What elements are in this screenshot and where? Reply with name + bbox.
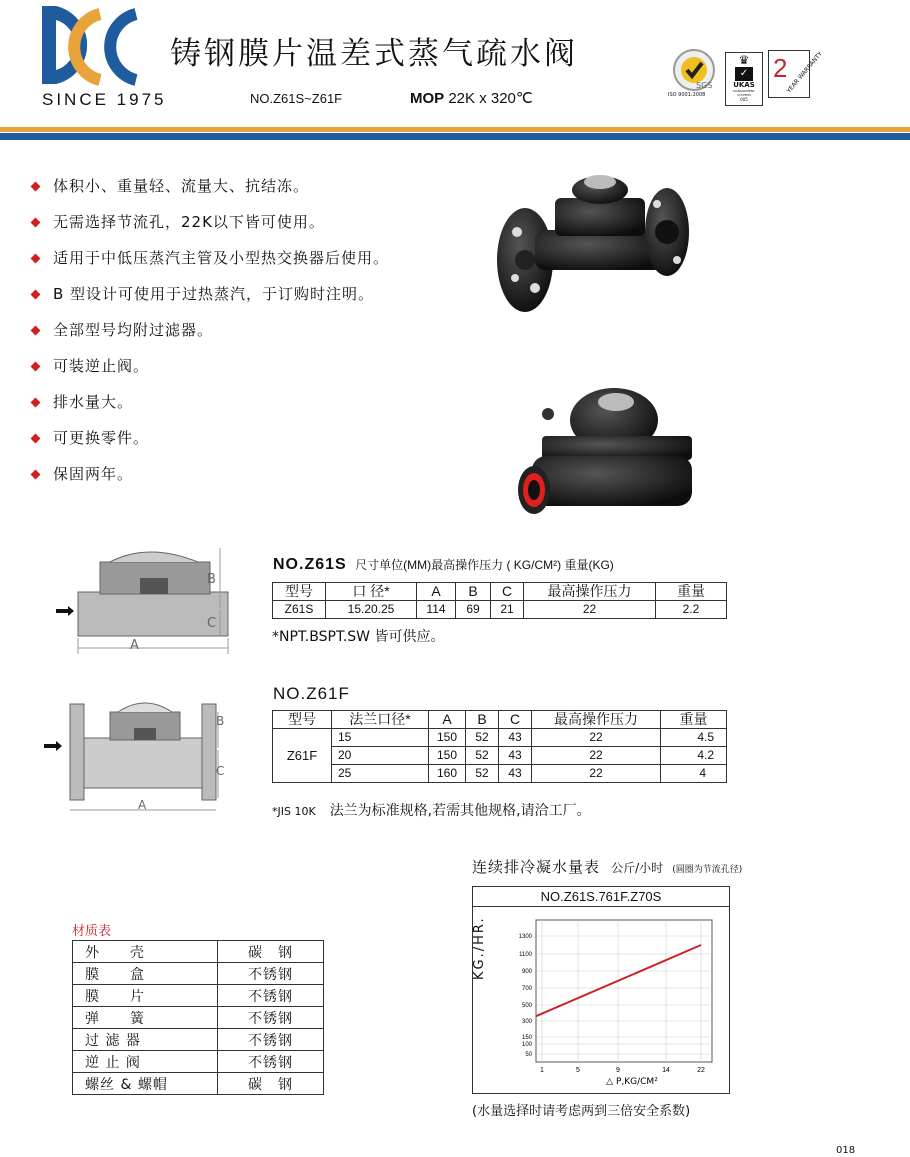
series-line <box>536 945 701 1016</box>
sgs-text: SGS <box>696 81 713 90</box>
table-row: Z61F 15 150 52 43 22 4.5 <box>273 729 727 747</box>
ukas-badge <box>725 52 763 106</box>
table-row: 膜 盒 不锈钢 <box>73 963 324 985</box>
diamond-bullet-icon <box>31 253 41 263</box>
mop-prefix: MOP <box>410 90 445 107</box>
crown-icon: ♛ <box>738 53 750 67</box>
materials-title: 材质表 <box>72 924 112 939</box>
diamond-bullet-icon <box>31 469 41 479</box>
threaded-trap-photo <box>512 380 702 530</box>
condensate-chart <box>472 908 730 1092</box>
ukas-sub-text: MANAGEMENT SYSTEMS <box>733 89 755 97</box>
since-text: SINCE 1975 <box>42 90 167 109</box>
x-tick-label: 9 <box>616 1067 620 1074</box>
z61s-title-row <box>273 556 614 574</box>
y-tick-label: 300 <box>521 1019 532 1025</box>
y-tick-label: 500 <box>521 1003 532 1009</box>
z61f-title: NO.Z61F <box>273 684 350 703</box>
sgs-badge <box>668 48 720 104</box>
list-item: 无需选择节流孔，22K以下皆可使用。 <box>32 204 389 240</box>
mop-spec <box>410 89 533 107</box>
z61s-dim-a: A <box>130 638 139 653</box>
list-item: 全部型号均附过滤器。 <box>32 312 389 348</box>
chart-section-title: 连续排冷凝水量表 <box>472 858 601 876</box>
list-item: 适用于中低压蒸汽主管及小型热交换器后使用。 <box>32 240 389 276</box>
z61s-spec-table <box>272 582 727 619</box>
list-item: 保固两年。 <box>32 456 389 492</box>
chart-xlabel: △ P,KG/CM² <box>606 1077 658 1087</box>
chart-plot-area <box>536 920 712 1062</box>
z61f-dim-b: B <box>216 714 225 728</box>
chart-footnote: (水量选择时请考虑两到三倍安全系数) <box>472 1104 691 1119</box>
table-row: 25 160 52 43 22 4 <box>273 765 727 783</box>
table-header-row: 型号 口 径* A B C 最高操作压力 重量 <box>273 583 727 601</box>
y-tick-label: 150 <box>521 1035 532 1041</box>
y-tick-label: 100 <box>521 1042 532 1048</box>
list-item: 体积小、重量轻、流量大、抗结冻。 <box>32 168 389 204</box>
table-row: 膜 片 不锈钢 <box>73 985 324 1007</box>
materials-table <box>72 940 324 1095</box>
check-icon: ✓ <box>735 67 753 81</box>
z61f-dim-c: C <box>216 764 225 778</box>
x-tick-label: 14 <box>662 1067 670 1074</box>
warranty-text: YEAR WARRANTY <box>785 50 824 95</box>
diamond-bullet-icon <box>31 325 41 335</box>
header-bar-blue <box>0 133 910 140</box>
diamond-bullet-icon <box>31 433 41 443</box>
iso-text: ISO 9001:2008 <box>668 92 706 98</box>
x-tick-label: 1 <box>540 1067 544 1074</box>
warranty-number: 2 <box>773 53 788 83</box>
z61s-note: *NPT.BSPT.SW 皆可供应。 <box>272 629 445 645</box>
z61s-subtitle: 尺寸单位(MM)最高操作压力 ( KG/CM²) 重量(KG) <box>355 558 614 572</box>
table-row: 螺丝 & 螺帽 碳 钢 <box>73 1073 324 1095</box>
z61f-note-prefix: *JIS 10K <box>272 805 316 818</box>
z61s-dim-c: C <box>207 616 217 631</box>
list-item: 可装逆止阀。 <box>32 348 389 384</box>
flanged-trap-photo <box>495 160 695 320</box>
list-item: B 型设计可使用于过热蒸汽，于订购时注明。 <box>32 276 389 312</box>
diamond-bullet-icon <box>31 181 41 191</box>
z61s-dimension-diagram <box>48 540 258 660</box>
table-row: 逆 止 阀 不锈钢 <box>73 1051 324 1073</box>
feature-list <box>32 168 389 492</box>
z61s-title: NO.Z61S <box>273 556 347 573</box>
y-tick-label: 50 <box>525 1052 532 1058</box>
ukas-code-text: 005 <box>740 97 748 102</box>
page-title: 铸钢膜片温差式蒸气疏水阀 <box>170 36 578 72</box>
logo <box>40 4 148 88</box>
z61f-dim-a: A <box>138 798 147 812</box>
ukas-text: UKAS <box>733 81 755 89</box>
x-tick-label: 22 <box>697 1067 705 1074</box>
y-tick-label: 900 <box>521 969 532 975</box>
list-item: 可更换零件。 <box>32 420 389 456</box>
table-header-row: 型号 法兰口径* A B C 最高操作压力 重量 <box>273 711 727 729</box>
diamond-bullet-icon <box>31 361 41 371</box>
diamond-bullet-icon <box>31 217 41 227</box>
page-number: 018 <box>836 1145 856 1156</box>
flow-arrow-icon <box>44 741 62 751</box>
y-tick-label: 1100 <box>519 952 532 958</box>
list-item: 排水量大。 <box>32 384 389 420</box>
y-tick-label: 700 <box>521 986 532 992</box>
table-row: Z61S 15.20.25 114 69 21 22 2.2 <box>273 601 727 619</box>
flow-arrow-icon <box>56 606 74 616</box>
z61f-note <box>272 800 591 820</box>
z61s-dim-b: B <box>207 572 216 587</box>
warranty-badge <box>768 50 824 98</box>
table-row: 弹 簧 不锈钢 <box>73 1007 324 1029</box>
chart-ylabel: KG./HR. <box>472 916 487 980</box>
diamond-bullet-icon <box>31 397 41 407</box>
y-tick-label: 1300 <box>518 934 532 940</box>
diamond-bullet-icon <box>31 289 41 299</box>
table-row: 20 150 52 43 22 4.2 <box>273 747 727 765</box>
z61f-spec-table <box>272 710 727 783</box>
chart-unit-note: (圆圈为节流孔径) <box>672 865 743 875</box>
header-bar-orange <box>0 127 910 132</box>
model-range: NO.Z61S~Z61F <box>250 91 343 106</box>
x-tick-label: 5 <box>576 1067 580 1074</box>
table-row: 过 滤 器 不锈钢 <box>73 1029 324 1051</box>
chart-heading <box>472 856 742 877</box>
mop-value: 22K x 320℃ <box>448 90 533 107</box>
table-row: 外 壳 碳 钢 <box>73 941 324 963</box>
z61f-note-text: 法兰为标准规格,若需其他规格,请洽工厂。 <box>329 803 591 819</box>
chart-title: NO.Z61S.761F.Z70S <box>473 887 729 907</box>
chart-unit: 公斤/小时 <box>611 861 664 875</box>
